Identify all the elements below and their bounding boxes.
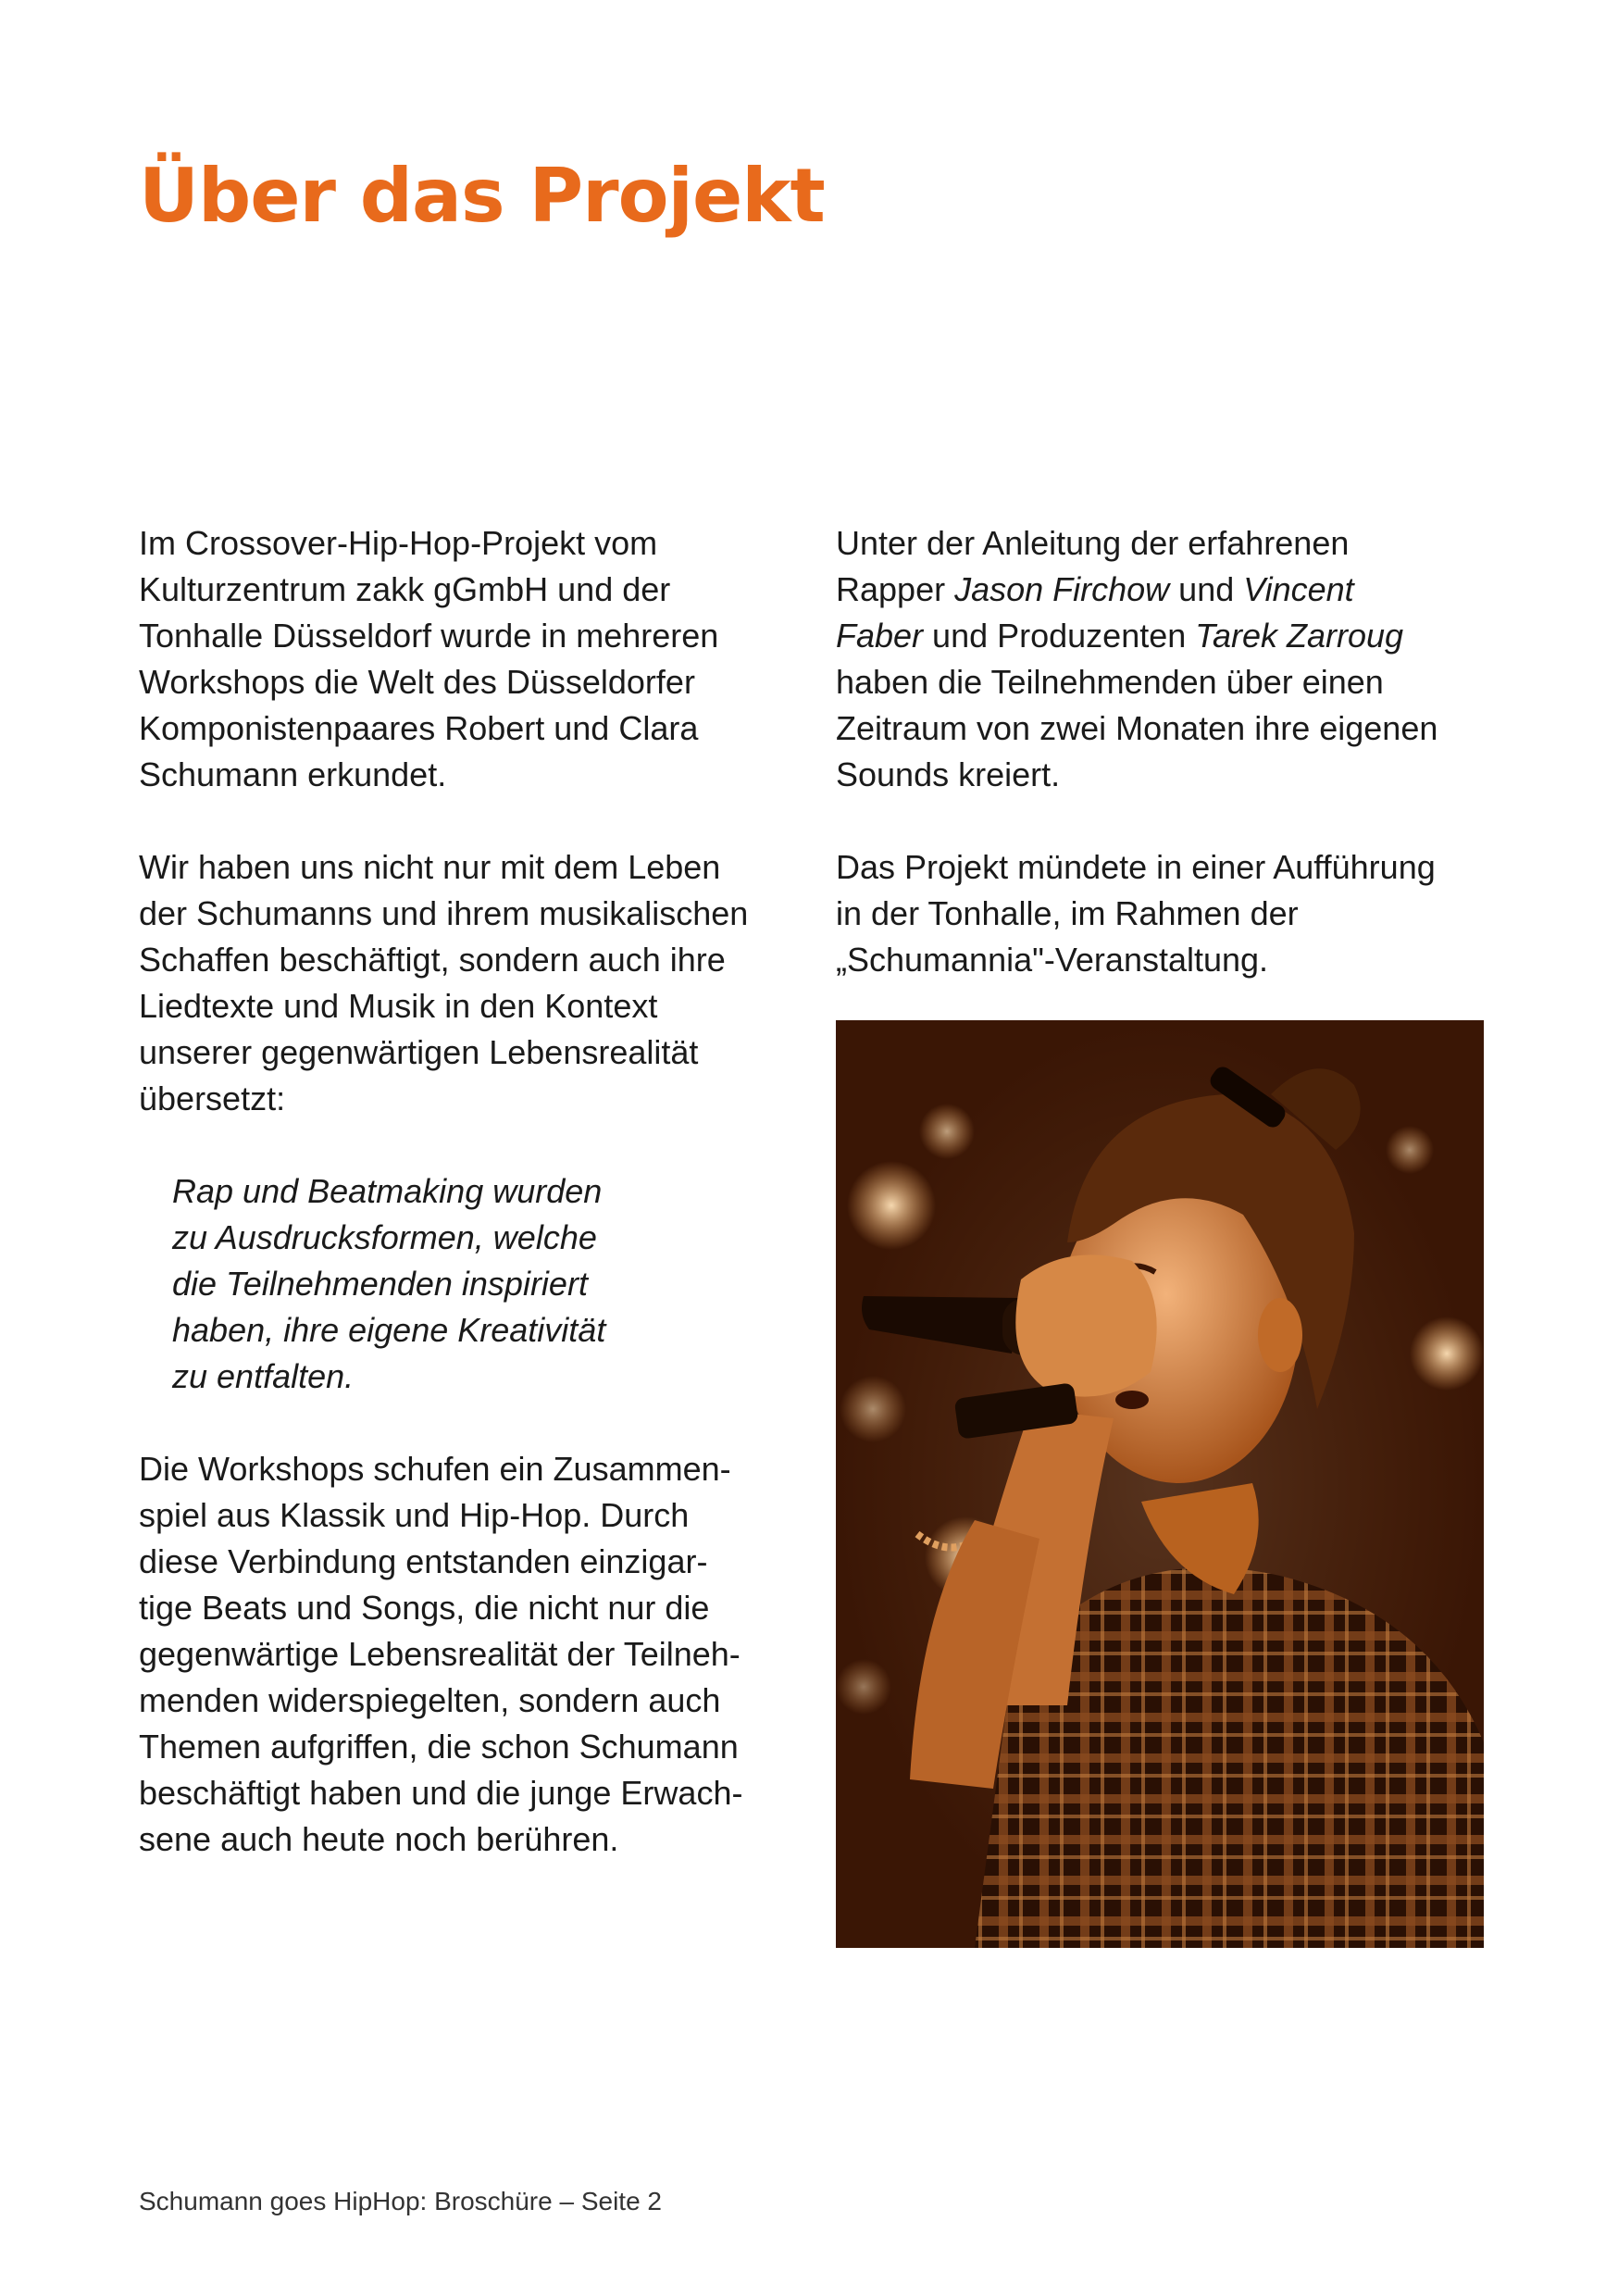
text-line: menden widerspiegelten, sondern auch <box>139 1681 721 1719</box>
text-line: Kulturzentrum zakk gGmbH und der <box>139 570 671 608</box>
text-line: „Schumannia"-Veranstaltung. <box>836 941 1269 979</box>
text-line: tige Beats und Songs, die nicht nur die <box>139 1589 710 1627</box>
quote-line: zu Ausdrucksformen, welche <box>172 1218 597 1256</box>
text-line: Liedtexte und Musik in den Kontext <box>139 987 658 1025</box>
text-line: Zeitraum von zwei Monaten ihre eigenen <box>836 709 1438 747</box>
text-line: Sounds kreiert. <box>836 755 1061 793</box>
text-line: Workshops die Welt des Düsseldorfer <box>139 663 695 701</box>
quote-line: Rap und Beatmaking wurden <box>172 1172 603 1210</box>
text-fragment: und Produzenten <box>923 617 1196 655</box>
text-line: diese Verbindung entstanden einzigar- <box>139 1542 708 1580</box>
text-line: übersetzt: <box>139 1079 286 1117</box>
text-line: Tonhalle Düsseldorf wurde in mehreren <box>139 617 719 655</box>
text-line: Unter der Anleitung der erfahrenen <box>836 524 1350 562</box>
text-line: Das Projekt mündete in einer Aufführung <box>836 848 1436 886</box>
rapper-name: Vincent <box>1243 570 1354 608</box>
text-line: der Schumanns und ihrem musikalischen <box>139 894 749 932</box>
rapper-with-microphone-photo <box>836 1020 1484 1948</box>
text-line: haben die Teilnehmenden über einen <box>836 663 1384 701</box>
left-column <box>139 520 805 1909</box>
text-line: Im Crossover-Hip-Hop-Projekt vom <box>139 524 658 562</box>
rapper-name: Jason Firchow <box>954 570 1170 608</box>
page-footer: Schumann goes HipHop: Broschüre – Seite 2 <box>139 2187 662 2215</box>
producer-name: Tarek Zarroug <box>1195 617 1404 655</box>
text-line <box>836 567 1484 613</box>
right-column <box>836 520 1484 1029</box>
text-line: beschäftigt haben und die junge Erwach- <box>139 1774 743 1812</box>
text-line: sene auch heute noch berühren. <box>139 1820 619 1858</box>
text-line: gegenwärtige Lebensrealität der Teilneh- <box>139 1635 741 1673</box>
text-line: Schumann erkundet. <box>139 755 447 793</box>
intro-paragraph <box>139 520 805 798</box>
quote-line: die Teilnehmenden inspiriert <box>172 1265 588 1303</box>
rapper-name: Faber <box>836 617 924 655</box>
text-line: unserer gegenwärtigen Lebensrealität <box>139 1033 699 1071</box>
performance-paragraph <box>836 844 1484 983</box>
text-line: in der Tonhalle, im Rahmen der <box>836 894 1299 932</box>
text-line: Schaffen beschäftigt, sondern auch ihre <box>139 941 726 979</box>
quote-line: haben, ihre eigene Kreativität <box>172 1311 606 1349</box>
quote-line: zu entfalten. <box>172 1357 355 1395</box>
text-line <box>836 613 1484 659</box>
text-line: Komponistenpaares Robert und Clara <box>139 709 699 747</box>
context-paragraph <box>139 844 805 1122</box>
workshops-paragraph <box>139 1446 805 1863</box>
page-title: Über das Projekt <box>139 153 825 239</box>
text-fragment: und <box>1169 570 1244 608</box>
text-line: Themen aufgriffen, die schon Schumann <box>139 1728 739 1766</box>
photo-illustration <box>836 1020 1484 1948</box>
text-line: Die Workshops schufen ein Zusammen- <box>139 1450 731 1488</box>
text-line: spiel aus Klassik und Hip-Hop. Durch <box>139 1496 690 1534</box>
text-fragment: Rapper <box>836 570 955 608</box>
mentors-paragraph <box>836 520 1484 798</box>
quote-block <box>172 1168 805 1400</box>
text-line: Wir haben uns nicht nur mit dem Leben <box>139 848 721 886</box>
